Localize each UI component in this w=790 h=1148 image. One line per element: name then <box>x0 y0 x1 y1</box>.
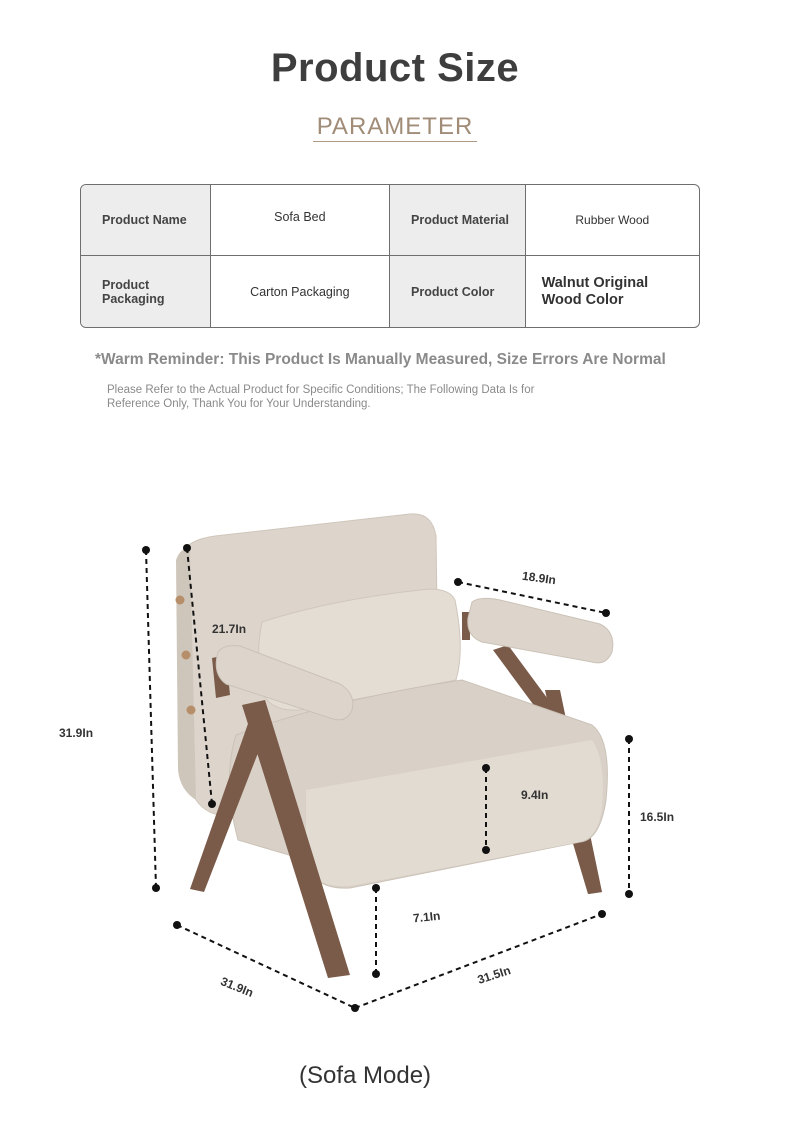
product-color-label: Product Color <box>390 256 526 327</box>
reminder-note: Please Refer to the Actual Product for Specific Conditions; The Following Data Is for Reference Only, Thank You for Your Understanding. <box>107 384 535 410</box>
parameter-subtitle-text: PARAMETER <box>313 113 478 142</box>
depth-label: 31.9In <box>218 974 256 1000</box>
leg-height-label: 7.1In <box>412 908 442 926</box>
back-height-label: 21.7In <box>212 622 247 636</box>
product-color-line2: Wood Color <box>541 291 624 308</box>
seat-height-label: 16.5In <box>640 810 675 824</box>
product-color-value <box>526 256 699 327</box>
right-armrest <box>468 598 613 662</box>
product-name-label: Product Name <box>81 185 211 256</box>
product-name-value: Sofa Bed <box>211 185 390 256</box>
product-material-value: Rubber Wood <box>526 185 699 256</box>
cushion-thickness-label: 9.4In <box>521 788 549 802</box>
width-label: 31.5In <box>475 963 513 987</box>
warm-reminder: *Warm Reminder: This Product Is Manually Measured, Size Errors Are Normal <box>95 351 666 368</box>
table-row <box>81 185 699 256</box>
table-row <box>81 256 699 327</box>
arm-length-label: 18.9In <box>521 568 557 588</box>
parameter-subtitle <box>0 113 790 141</box>
product-material-label: Product Material <box>390 185 526 256</box>
product-packaging-value: Carton Packaging <box>211 256 390 327</box>
total-height-label: 31.9In <box>59 726 94 740</box>
page-title: Product Size <box>270 46 520 90</box>
sofa-illustration <box>0 440 790 1050</box>
product-packaging-label: Product Packaging <box>81 256 211 327</box>
product-color-line1: Walnut Original <box>541 274 649 291</box>
sofa-mode-caption: (Sofa Mode) <box>298 1062 432 1089</box>
parameter-table <box>80 184 700 328</box>
